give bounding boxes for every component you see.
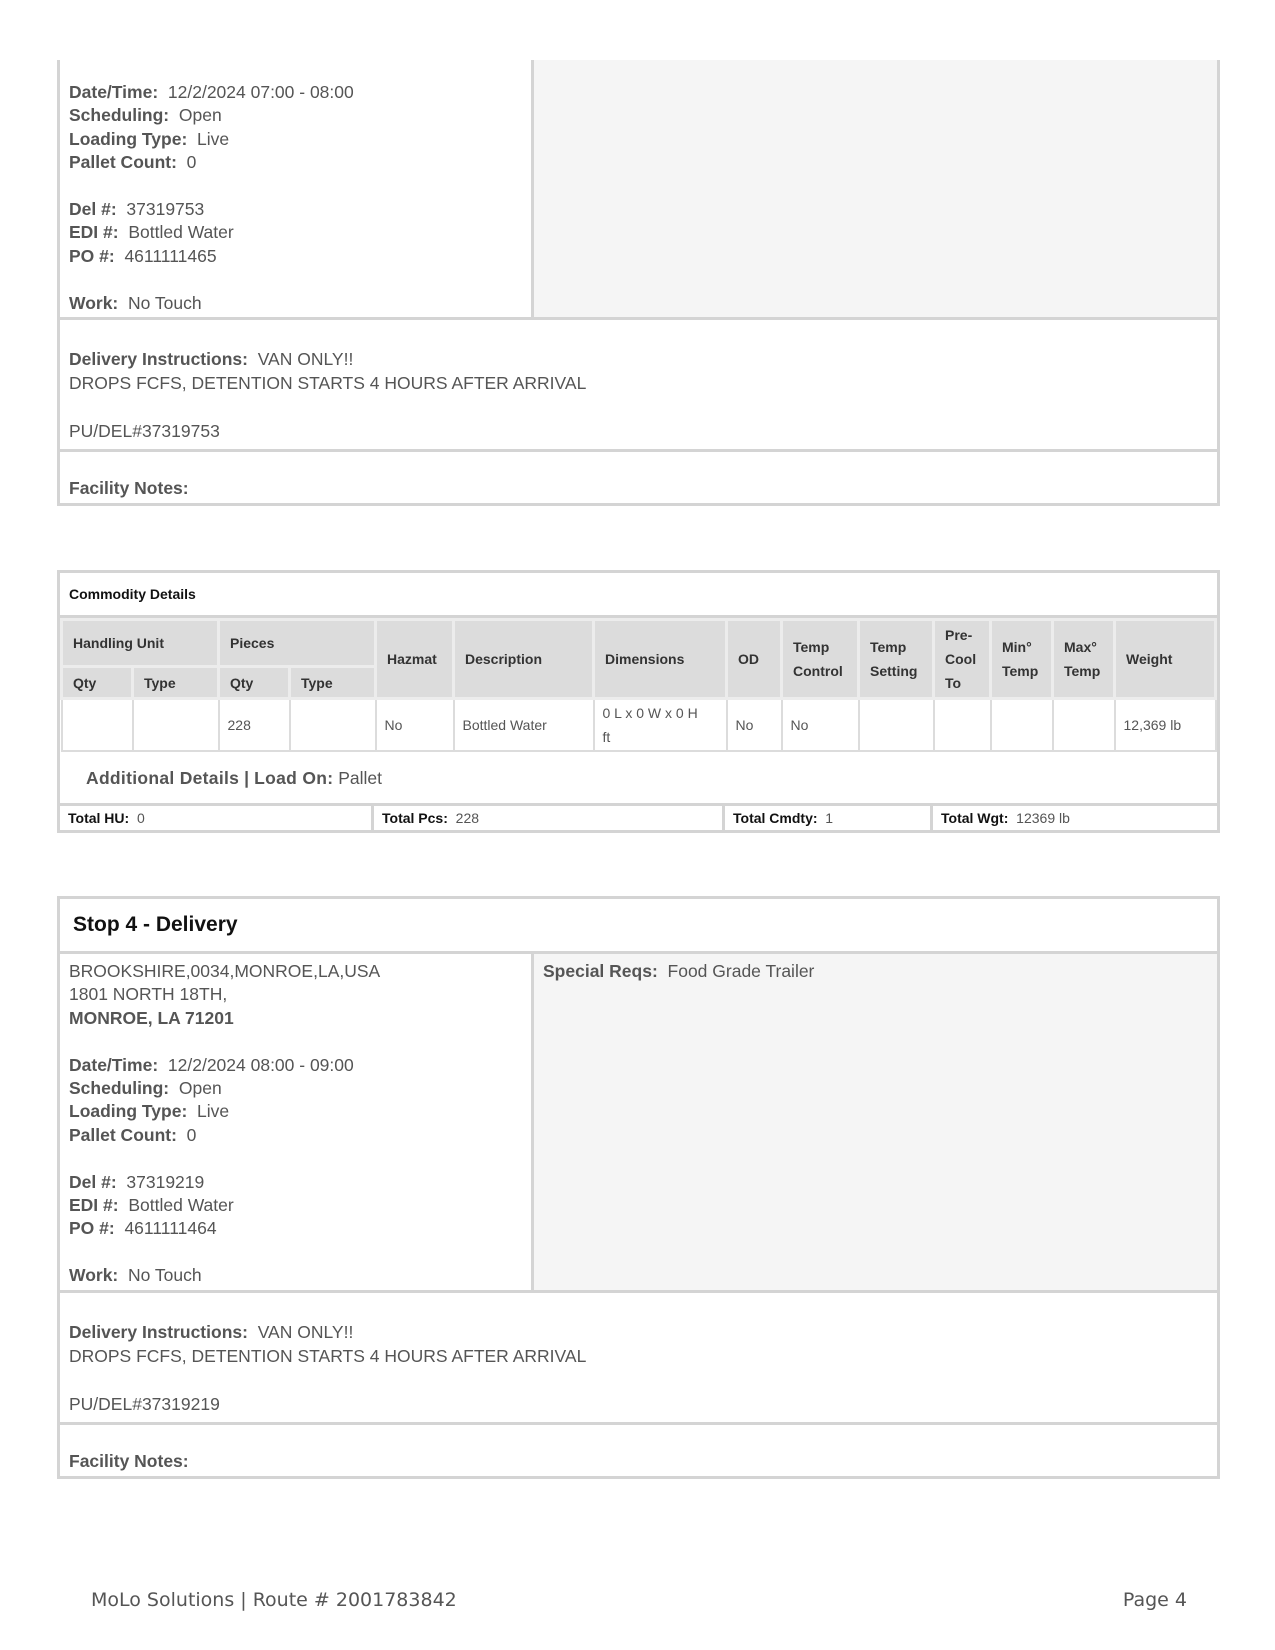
handling-unit-header: Handling Unit: [62, 620, 219, 667]
datetime-line: Date/Time: 12/2/2024 08:00 - 09:00: [69, 1054, 354, 1075]
stop-4-special-reqs: Special Reqs: Food Grade Trailer: [534, 954, 1217, 1290]
stop-3-special-reqs: [534, 60, 1217, 317]
total-wgt: Total Wgt: 12369 lb: [941, 809, 1070, 826]
pallet-line: Pallet Count: 0: [69, 152, 197, 173]
temp-setting-header: Temp Setting: [859, 620, 934, 699]
temp-control-cell: No: [782, 699, 859, 751]
po-line: PO #: 4611111465: [69, 245, 217, 266]
od-header: OD: [727, 620, 782, 699]
facility-notes: Facility Notes:: [69, 1450, 189, 1471]
weight-header: Weight: [1115, 620, 1216, 699]
hu-type-header: Type: [133, 667, 219, 699]
hu-type-cell: [133, 699, 219, 751]
delivery-instructions: Delivery Instructions: VAN ONLY!! DROPS FCFS, DETENTION STARTS 4 HOURS AFTER ARRIVAL PU/DEL#37319753: [60, 320, 1217, 452]
pcs-qty-header: Qty: [219, 667, 290, 699]
total-hu: Total HU: 0: [60, 806, 374, 830]
min-temp-header: Min° Temp: [991, 620, 1053, 699]
total-pcs: Total Pcs: 228: [374, 806, 725, 830]
loading-line: Loading Type: Live: [69, 1101, 230, 1122]
commodity-title: Commodity Details: [60, 573, 1217, 618]
datetime-line: Date/Time: 12/2/2024 07:00 - 08:00: [69, 82, 354, 102]
stop-3-section: [57, 60, 1220, 506]
footer-route: MoLo Solutions | Route # 2001783842: [91, 1589, 457, 1611]
hu-qty-header: Qty: [62, 667, 133, 699]
stop-4-details: [60, 954, 1217, 1293]
footer-page-number: Page 4: [1122, 1589, 1187, 1611]
po-line: PO #: 4611111464: [69, 1218, 217, 1239]
stop-3-info: [60, 60, 534, 317]
scheduling-line: Scheduling: Open: [69, 1078, 222, 1099]
commodity-details: [57, 570, 1220, 833]
address-line-1: BROOKSHIRE,0034,MONROE,LA,USA: [69, 961, 381, 981]
pallet-line: Pallet Count: 0: [69, 1124, 197, 1145]
dimensions-cell: 0 L x 0 W x 0 H ft: [594, 699, 727, 751]
edi-line: EDI #: Bottled Water: [69, 222, 234, 243]
scheduling-line: Scheduling: Open: [69, 105, 222, 126]
description-header: Description: [454, 620, 594, 699]
hu-qty-cell: [62, 699, 133, 751]
stop-3-details: [60, 60, 1217, 320]
work-line: Work: No Touch: [69, 292, 202, 313]
description-cell: Bottled Water: [454, 699, 594, 751]
pcs-type-cell: [290, 699, 376, 751]
commodity-table: [60, 618, 1217, 752]
total-cmdty: Total Cmdty: 1: [725, 806, 933, 830]
delivery-instructions: Delivery Instructions: VAN ONLY!! DROPS FCFS, DETENTION STARTS 4 HOURS AFTER ARRIVAL PU/DEL#37319219: [60, 1293, 1217, 1425]
pieces-header: Pieces: [219, 620, 376, 667]
weight-cell: 12,369 lb: [1115, 699, 1216, 751]
address-line-3: MONROE, LA 71201: [69, 1007, 234, 1028]
stop-4-section: [57, 896, 1220, 1479]
precool-header: Pre- Cool To: [934, 620, 991, 699]
commodity-totals: [60, 806, 1217, 830]
dimensions-header: Dimensions: [594, 620, 727, 699]
pcs-qty-cell: 228: [219, 699, 290, 751]
temp-control-header: Temp Control: [782, 620, 859, 699]
pcs-type-header: Type: [290, 667, 376, 699]
del-line: Del #: 37319219: [69, 1171, 205, 1192]
min-temp-cell: [991, 699, 1053, 751]
table-row: [62, 699, 1216, 751]
loading-line: Loading Type: Live: [69, 128, 230, 149]
del-line: Del #: 37319753: [69, 199, 205, 220]
facility-notes: Facility Notes:: [69, 478, 189, 499]
precool-cell: [934, 699, 991, 751]
edi-line: EDI #: Bottled Water: [69, 1195, 234, 1216]
additional-details: Additional Details | Load On: Pallet: [60, 752, 1217, 806]
max-temp-cell: [1053, 699, 1115, 751]
work-line: Work: No Touch: [69, 1265, 202, 1286]
stop-4-title: Stop 4 - Delivery: [60, 899, 1217, 954]
address-line-2: 1801 NORTH 18TH,: [69, 984, 228, 1005]
hazmat-cell: No: [376, 699, 454, 751]
temp-setting-cell: [859, 699, 934, 751]
max-temp-header: Max° Temp: [1053, 620, 1115, 699]
stop-4-info: [60, 954, 534, 1290]
od-cell: No: [727, 699, 782, 751]
hazmat-header: Hazmat: [376, 620, 454, 699]
